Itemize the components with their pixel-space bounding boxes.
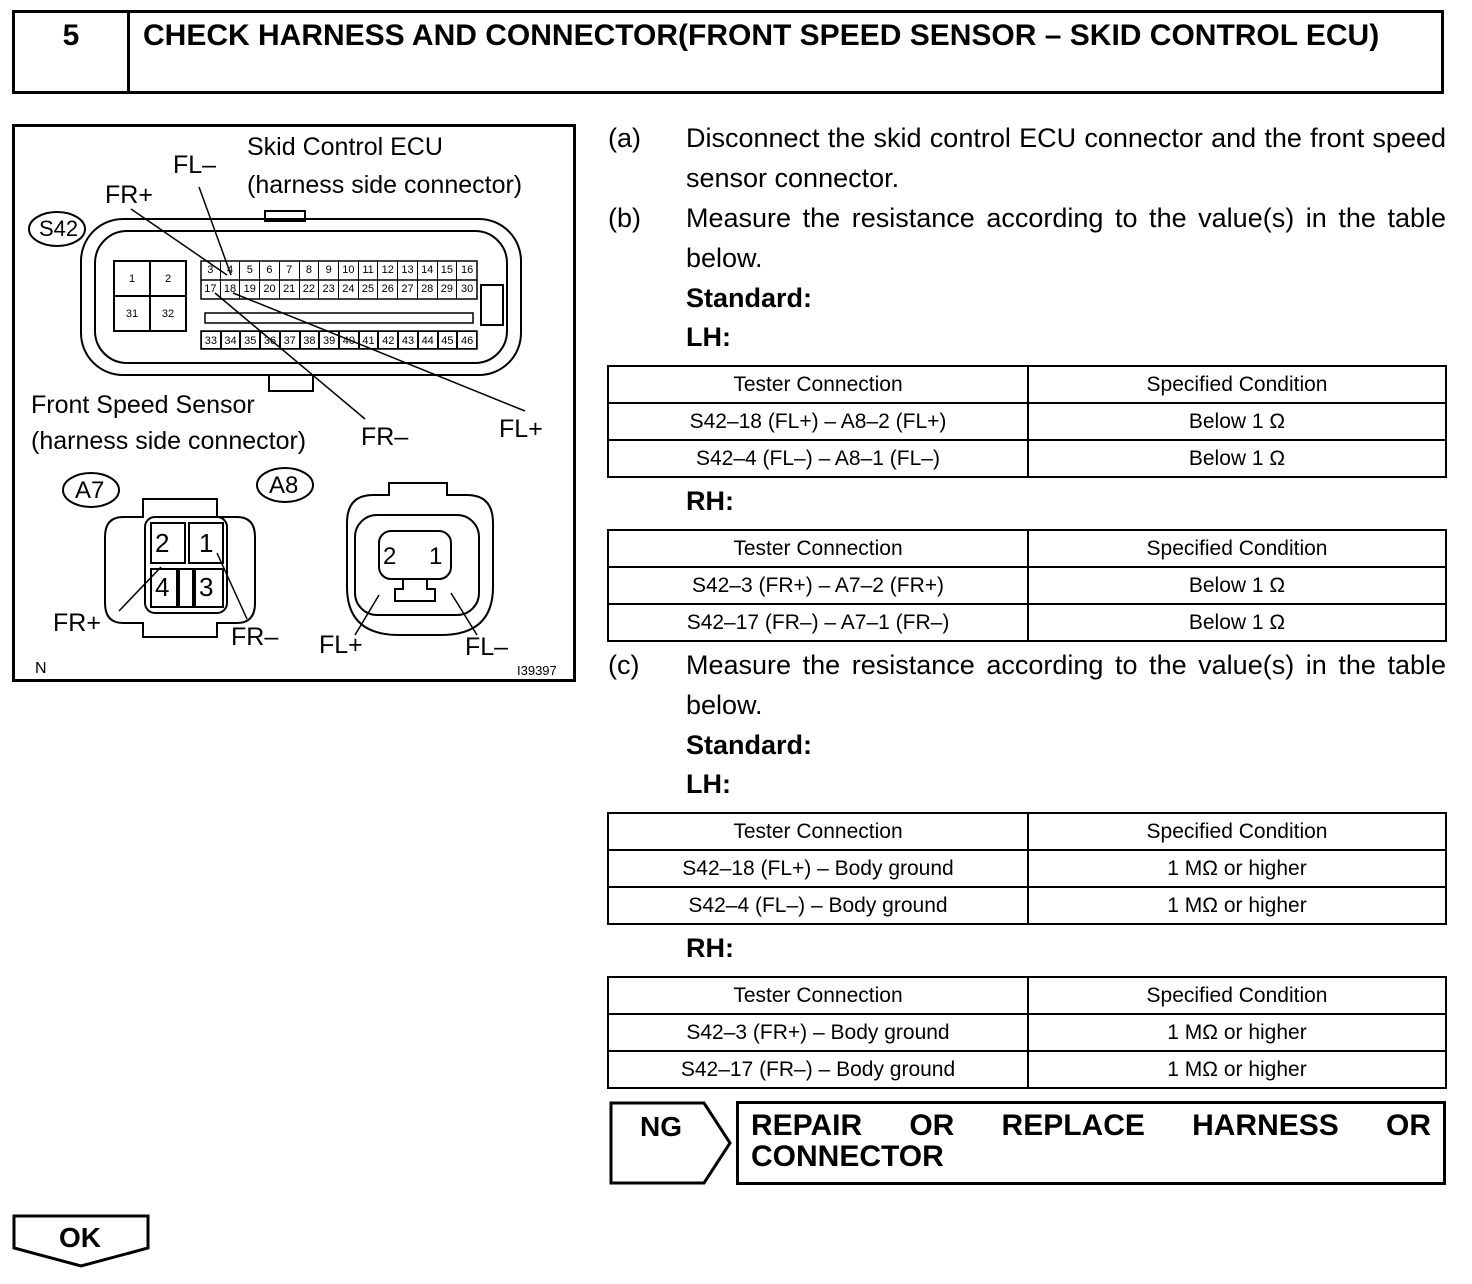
table-cell: S42–4 (FL–) – A8–1 (FL–) bbox=[608, 440, 1028, 477]
ecu-pin: 20 bbox=[260, 280, 280, 299]
ecu-pin: 13 bbox=[398, 261, 418, 280]
ecu-pin: 45 bbox=[438, 331, 458, 349]
table-row bbox=[608, 567, 1446, 604]
figure-id: I39397 bbox=[517, 663, 557, 678]
ecu-pin: 25 bbox=[359, 280, 379, 299]
table-b-lh bbox=[607, 365, 1447, 478]
ecu-pin: 44 bbox=[418, 331, 438, 349]
table-cell: 1 MΩ or higher bbox=[1028, 1051, 1446, 1088]
ecu-pin-grid bbox=[201, 261, 477, 349]
ng-word: OR bbox=[1386, 1109, 1431, 1142]
table-cell: Below 1 Ω bbox=[1028, 604, 1446, 641]
table-row bbox=[608, 403, 1446, 440]
label-fl-minus: FL– bbox=[173, 151, 217, 179]
ecu-pin: 36 bbox=[260, 331, 280, 349]
corner-mark: N bbox=[35, 660, 47, 677]
ecu-pin: 37 bbox=[280, 331, 300, 349]
ecu-pin: 6 bbox=[260, 261, 280, 280]
label-fr-minus: FR– bbox=[361, 423, 409, 451]
table-header: Tester Connection bbox=[608, 813, 1028, 850]
ng-action-line2: CONNECTOR bbox=[751, 1140, 944, 1173]
table-cell: S42–17 (FR–) – A7–1 (FR–) bbox=[608, 604, 1028, 641]
label-fl-plus: FL+ bbox=[499, 415, 543, 443]
label-fr-plus: FR+ bbox=[105, 181, 153, 209]
ng-word: REPLACE bbox=[1001, 1109, 1145, 1142]
step-b-text: Measure the resistance according to the value(s) in the table below. bbox=[686, 203, 1446, 273]
step-number: 5 bbox=[15, 13, 130, 91]
table-cell: Below 1 Ω bbox=[1028, 440, 1446, 477]
ok-result bbox=[12, 1214, 152, 1270]
ecu-pin: 21 bbox=[280, 280, 300, 299]
a8-pin-2: 2 bbox=[383, 543, 397, 570]
table-row bbox=[608, 1014, 1446, 1051]
step-a bbox=[608, 118, 1446, 198]
table-header: Specified Condition bbox=[1028, 530, 1446, 567]
b-standard-label: Standard: bbox=[686, 283, 813, 313]
ecu-pin: 30 bbox=[461, 283, 474, 295]
ecu-pin: 17 bbox=[201, 280, 221, 299]
ecu-pin: 46 bbox=[457, 331, 477, 349]
ecu-pin-2: 2 bbox=[164, 273, 172, 285]
ecu-pin-32: 32 bbox=[161, 308, 175, 320]
table-row bbox=[608, 440, 1446, 477]
sensor-title: Front Speed Sensor bbox=[31, 391, 255, 419]
a8-fl-minus-label: FL– bbox=[465, 633, 509, 661]
table-header: Specified Condition bbox=[1028, 366, 1446, 403]
step-b-label: (b) bbox=[608, 203, 641, 233]
ecu-pin: 26 bbox=[378, 280, 398, 299]
ng-label: NG bbox=[640, 1111, 682, 1142]
ecu-pin: 33 bbox=[201, 331, 221, 349]
table-cell: S42–17 (FR–) – Body ground bbox=[608, 1051, 1028, 1088]
table-cell: S42–18 (FL+) – Body ground bbox=[608, 850, 1028, 887]
a7-pin-1: 1 bbox=[199, 528, 214, 558]
ecu-pin-1: 1 bbox=[128, 273, 136, 285]
ng-word: OR bbox=[909, 1109, 955, 1142]
table-cell: Below 1 Ω bbox=[1028, 567, 1446, 604]
table-row bbox=[608, 1051, 1446, 1088]
ecu-pin: 9 bbox=[319, 261, 339, 280]
ecu-pin: 11 bbox=[359, 261, 379, 280]
ecu-pin: 43 bbox=[398, 331, 418, 349]
ecu-pin-31: 31 bbox=[125, 308, 139, 320]
table-cell: 1 MΩ or higher bbox=[1028, 1014, 1446, 1051]
ecu-pin: 27 bbox=[398, 280, 418, 299]
b-rh-label: RH: bbox=[686, 486, 734, 516]
b-lh-label: LH: bbox=[686, 322, 731, 352]
table-cell: 1 MΩ or higher bbox=[1028, 850, 1446, 887]
step-header bbox=[12, 10, 1444, 94]
ecu-pin: 35 bbox=[240, 331, 260, 349]
table-cell: S42–3 (FR+) – Body ground bbox=[608, 1014, 1028, 1051]
ecu-pin: 39 bbox=[319, 331, 339, 349]
step-b bbox=[608, 198, 1446, 278]
table-header: Tester Connection bbox=[608, 366, 1028, 403]
table-header: Tester Connection bbox=[608, 977, 1028, 1014]
ecu-pin: 42 bbox=[378, 331, 398, 349]
ecu-pin: 40 bbox=[339, 331, 359, 349]
ecu-pin: 28 bbox=[418, 280, 438, 299]
ecu-subtitle: (harness side connector) bbox=[247, 171, 523, 199]
ok-label: OK bbox=[59, 1222, 101, 1253]
step-c-text: Measure the resistance according to the value(s) in the table below. bbox=[686, 650, 1446, 720]
ng-word: HARNESS bbox=[1192, 1109, 1339, 1142]
table-c-rh bbox=[607, 976, 1447, 1089]
step-c-label: (c) bbox=[608, 650, 640, 680]
ecu-pin: 23 bbox=[319, 280, 339, 299]
c-standard-label: Standard: bbox=[686, 730, 813, 760]
table-row bbox=[608, 887, 1446, 924]
a8-pin-1: 1 bbox=[429, 543, 443, 570]
step-a-label: (a) bbox=[608, 123, 641, 153]
ecu-pin: 22 bbox=[300, 280, 320, 299]
a8-code: A8 bbox=[269, 472, 299, 499]
ecu-title: Skid Control ECU bbox=[247, 133, 443, 161]
table-cell: S42–18 (FL+) – A8–2 (FL+) bbox=[608, 403, 1028, 440]
table-cell: S42–3 (FR+) – A7–2 (FR+) bbox=[608, 567, 1028, 604]
ng-result bbox=[608, 1101, 1446, 1185]
connector-diagram bbox=[12, 124, 576, 682]
table-cell: Below 1 Ω bbox=[1028, 403, 1446, 440]
table-row bbox=[608, 850, 1446, 887]
ecu-pin: 10 bbox=[339, 261, 359, 280]
ecu-pin: 29 bbox=[438, 280, 458, 299]
ecu-pin: 3 bbox=[201, 261, 221, 280]
table-cell: 1 MΩ or higher bbox=[1028, 887, 1446, 924]
sensor-subtitle: (harness side connector) bbox=[31, 427, 307, 455]
ecu-pin: 41 bbox=[359, 331, 379, 349]
a8-fl-plus-label: FL+ bbox=[319, 631, 363, 659]
table-header: Specified Condition bbox=[1028, 977, 1446, 1014]
ecu-pin: 38 bbox=[300, 331, 320, 349]
a7-code: A7 bbox=[75, 477, 105, 504]
table-b-rh bbox=[607, 529, 1447, 642]
ecu-pin: 8 bbox=[300, 261, 320, 280]
a7-pin-3: 3 bbox=[199, 572, 214, 602]
ecu-pin: 16 bbox=[461, 264, 474, 276]
a7-pin-4: 4 bbox=[155, 572, 170, 602]
ecu-pin: 15 bbox=[438, 261, 458, 280]
table-header: Specified Condition bbox=[1028, 813, 1446, 850]
table-c-lh bbox=[607, 812, 1447, 925]
a7-pin-2: 2 bbox=[155, 528, 170, 558]
table-row bbox=[608, 604, 1446, 641]
ecu-pin: 24 bbox=[339, 280, 359, 299]
step-a-text: Disconnect the skid control ECU connector and the front speed sensor connector. bbox=[686, 123, 1446, 193]
c-lh-label: LH: bbox=[686, 769, 731, 799]
table-header: Tester Connection bbox=[608, 530, 1028, 567]
ecu-pin: 19 bbox=[240, 280, 260, 299]
ecu-pin: 12 bbox=[378, 261, 398, 280]
table-cell: S42–4 (FL–) – Body ground bbox=[608, 887, 1028, 924]
ecu-pin: 5 bbox=[240, 261, 260, 280]
ecu-pin: 4 bbox=[221, 261, 241, 280]
ng-word: REPAIR bbox=[751, 1109, 863, 1142]
ecu-pin: 18 bbox=[221, 280, 241, 299]
c-rh-label: RH: bbox=[686, 933, 734, 963]
ecu-pin: 14 bbox=[418, 261, 438, 280]
step-title: CHECK HARNESS AND CONNECTOR(FRONT SPEED SENSOR – SKID CONTROL ECU) bbox=[143, 19, 1380, 52]
ecu-code: S42 bbox=[39, 216, 79, 241]
a7-fr-plus-label: FR+ bbox=[53, 609, 101, 637]
ng-action bbox=[736, 1101, 1446, 1185]
ecu-pin: 7 bbox=[280, 261, 300, 280]
step-c bbox=[608, 645, 1446, 725]
a7-fr-minus-label: FR– bbox=[231, 623, 279, 651]
ecu-big-pins bbox=[114, 261, 186, 331]
ecu-pin: 34 bbox=[221, 331, 241, 349]
